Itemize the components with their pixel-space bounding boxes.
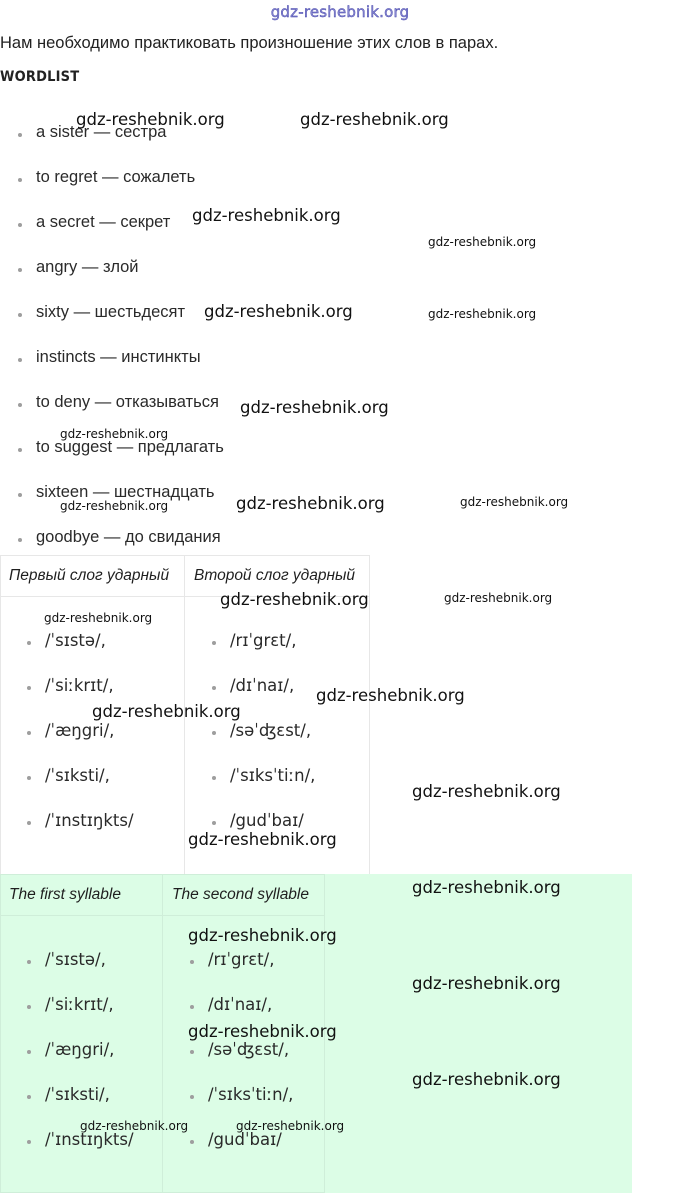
watermark: gdz-reshebnik.org [192,206,341,225]
watermark: gdz-reshebnik.org [76,110,225,129]
watermark: gdz-reshebnik.org [44,611,153,625]
table-header-first-stressed: Первый слог ударный [9,567,170,584]
watermark: gdz-reshebnik.org [460,495,569,509]
bullet-icon [27,1095,31,1099]
watermark: gdz-reshebnik.org [92,702,241,721]
watermark: gdz-reshebnik.org [412,1070,561,1089]
bullet-icon [27,686,31,690]
site-header-watermark: gdz-reshebnik.org [270,3,410,21]
bullet-icon [212,686,216,690]
wordlist-heading: WORDLIST [0,69,80,85]
watermark: gdz-reshebnik.org [428,307,537,321]
watermark: gdz-reshebnik.org [188,830,337,849]
watermark: gdz-reshebnik.org [316,686,465,705]
bullet-icon [212,731,216,735]
stress-table-ru: Первый слог ударный Второй слог ударный /ˈsɪstə/, /ˈsiːkrɪt/, /ˈæŋgri/, /ˈsɪksti/, /ˈɪnstɪŋkts/ /rɪˈgrɛt/, /dɪˈnaɪ/, /səˈʤɛst/, /ˈsɪksˈtiːn/, /gudˈbaɪ/ [0,555,370,875]
watermark: gdz-reshebnik.org [412,878,561,897]
watermark: gdz-reshebnik.org [188,926,337,945]
bullet-icon [190,1140,194,1144]
watermark: gdz-reshebnik.org [60,427,169,441]
table-header-second-syllable: The second syllable [172,886,309,903]
bullet-icon [18,133,22,137]
bullet-icon [18,538,22,542]
bullet-icon [18,268,22,272]
bullet-icon [18,178,22,182]
bullet-icon [190,960,194,964]
bullet-icon [27,731,31,735]
watermark: gdz-reshebnik.org [412,974,561,993]
bullet-icon [27,1140,31,1144]
stress-table-en: The first syllable The second syllable /ˈsɪstə/, /ˈsiːkrɪt/, /ˈæŋgri/, /ˈsɪksti/, /ˈɪnstɪŋkts/ /rɪˈgrɛt/, /dɪˈnaɪ/, /səˈʤɛst/, /ˈsɪksˈtiːn/, /gudˈbaɪ/ [0,874,632,1193]
watermark: gdz-reshebnik.org [240,398,389,417]
watermark: gdz-reshebnik.org [80,1119,189,1133]
bullet-icon [27,960,31,964]
bullet-icon [212,641,216,645]
watermark: gdz-reshebnik.org [236,494,385,513]
bullet-icon [18,448,22,452]
bullet-icon [212,821,216,825]
watermark: gdz-reshebnik.org [412,782,561,801]
watermark: gdz-reshebnik.org [300,110,449,129]
bullet-icon [18,403,22,407]
watermark: gdz-reshebnik.org [220,590,369,609]
watermark: gdz-reshebnik.org [204,302,353,321]
table-header-second-stressed: Второй слог ударный [194,567,356,584]
watermark: gdz-reshebnik.org [60,499,169,513]
bullet-icon [190,1050,194,1054]
bullet-icon [18,493,22,497]
watermark: gdz-reshebnik.org [428,235,537,249]
watermark: gdz-reshebnik.org [236,1119,345,1133]
bullet-icon [212,776,216,780]
watermark: gdz-reshebnik.org [188,1022,337,1041]
bullet-icon [18,223,22,227]
bullet-icon [18,358,22,362]
bullet-icon [190,1095,194,1099]
bullet-icon [190,1005,194,1009]
bullet-icon [27,641,31,645]
table-header-first-syllable: The first syllable [9,886,121,903]
bullet-icon [27,776,31,780]
watermark: gdz-reshebnik.org [444,591,553,605]
bullet-icon [18,313,22,317]
bullet-icon [27,1005,31,1009]
intro-text: Нам необходимо практиковать произношение этих слов в парах. [0,34,499,52]
bullet-icon [27,821,31,825]
bullet-icon [27,1050,31,1054]
